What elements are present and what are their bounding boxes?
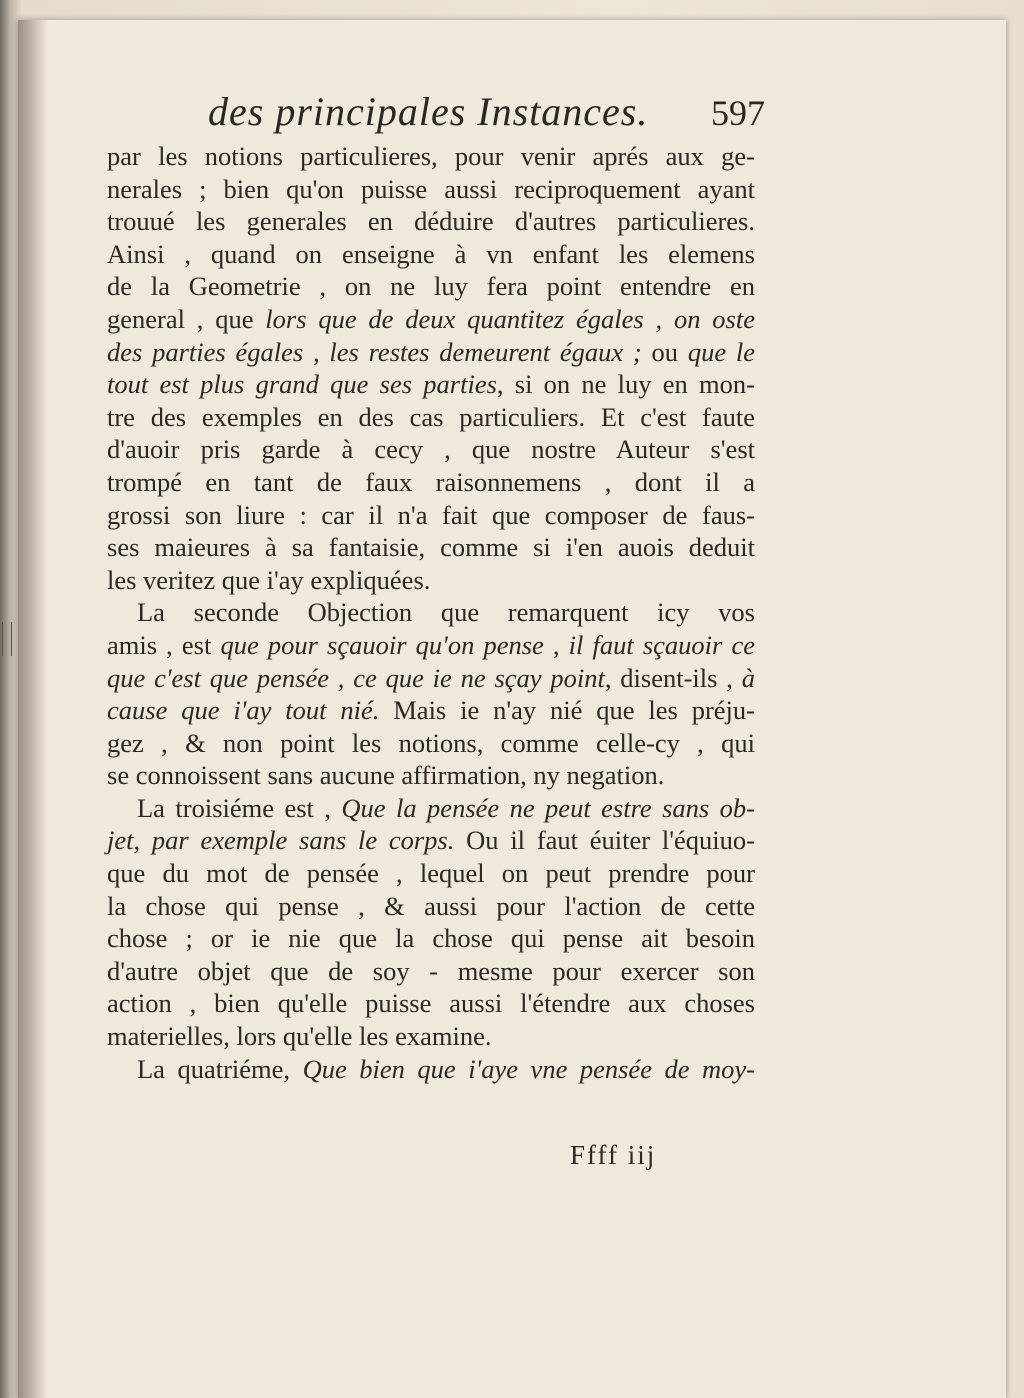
text-run: nerales ; bien qu'on puisse aussi reciproquement ayant: [107, 173, 755, 204]
italic-run: que le: [687, 336, 755, 367]
italic-run: jet, par exemple sans le corps.: [107, 825, 455, 856]
text-run: que du mot de pensée , lequel on peut prendre pour: [107, 858, 755, 889]
italic-run: Que bien que i'aye vne pensée de moy-: [302, 1053, 755, 1084]
text-line: [107, 955, 755, 988]
text-run: materielles, lors qu'elle les examine.: [107, 1021, 492, 1052]
text-line: [107, 205, 755, 238]
text-run: ou: [641, 336, 688, 367]
text-run: trompé en tant de faux raisonnemens , dont il a: [107, 466, 755, 497]
text-line: [107, 499, 755, 532]
text-line: [107, 303, 755, 336]
text-line: [107, 1053, 755, 1086]
text-line: [107, 1020, 755, 1053]
text-run: les veritez que i'ay expliquées.: [107, 564, 431, 595]
text-run: grossi son liure : car il n'a fait que composer de faus-: [107, 499, 755, 530]
text-line: [107, 759, 755, 792]
text-run: gez , & non point les notions, comme celle-cy , qui: [107, 727, 755, 758]
text-run: Mais ie n'ay nié que les préju-: [379, 695, 755, 726]
text-run: d'autre objet que de soy - mesme pour exercer son: [107, 955, 755, 986]
italic-run: cause que i'ay tout nié.: [107, 695, 380, 726]
text-line: [107, 857, 755, 890]
text-run: se connoissent sans aucune affirmation, ny negation.: [107, 760, 665, 791]
body-text: [107, 140, 755, 1085]
text-run: La seconde Objection que remarquent icy vos: [137, 597, 755, 628]
text-line: [107, 792, 755, 825]
text-line: [107, 727, 755, 760]
text-line: [107, 140, 755, 173]
text-line: [107, 987, 755, 1020]
text-run: d'auoir pris garde à cecy , que nostre Auteur s'est: [107, 434, 755, 465]
italic-run: Que la pensée ne peut estre sans ob-: [341, 792, 755, 823]
text-line: [107, 433, 755, 466]
text-line: [107, 336, 755, 369]
text-run: La troisiéme est ,: [137, 792, 342, 823]
italic-run: des parties égales , les restes demeurent égaux ;: [107, 336, 642, 367]
margin-mark: [2, 622, 12, 656]
text-line: [107, 531, 755, 564]
italic-run: à: [741, 662, 755, 693]
text-run: ses maieures à sa fantaisie, comme si i'en auois deduit: [107, 532, 755, 563]
text-line: [107, 564, 755, 597]
text-line: [107, 466, 755, 499]
text-line: [107, 662, 755, 695]
text-run: La quatriéme,: [137, 1053, 303, 1084]
text-run: general , que: [107, 303, 266, 334]
text-line: [107, 596, 755, 629]
text-run: amis , est: [107, 629, 221, 660]
text-line: [107, 270, 755, 303]
text-line: [107, 629, 755, 662]
text-run: tre des exemples en des cas particuliers. Et c'est faute: [107, 401, 755, 432]
page-header: [200, 88, 765, 138]
text-line: [107, 922, 755, 955]
text-run: de la Geometrie , on ne luy fera point entendre en: [107, 271, 755, 302]
text-run: Ainsi , quand on enseigne à vn enfant les elemens: [107, 238, 755, 269]
text-run: action , bien qu'elle puisse aussi l'étendre aux choses: [107, 988, 755, 1019]
italic-run: tout est plus grand que ses parties: [107, 369, 497, 400]
text-line: [107, 401, 755, 434]
text-run: chose ; or ie nie que la chose qui pense ait besoin: [107, 923, 755, 954]
text-line: [107, 824, 755, 857]
text-run: la chose qui pense , & aussi pour l'action de cette: [107, 890, 755, 921]
page-number: 597: [711, 93, 765, 133]
italic-run: que c'est que pensée , ce que ie ne sçay point: [107, 662, 605, 693]
text-line: [107, 368, 755, 401]
text-line: [107, 890, 755, 923]
running-title: des principales Instances.: [208, 89, 649, 134]
text-line: [107, 238, 755, 271]
text-line: [107, 694, 755, 727]
text-run: par les notions particulieres, pour venir aprés aux ge-: [107, 141, 755, 171]
binding-gutter: [18, 20, 48, 1398]
italic-run: que pour sçauoir qu'on pense , il faut sçauoir ce: [220, 629, 755, 660]
text-run: Ou il faut éuiter l'équiuo-: [454, 825, 755, 856]
text-line: [107, 173, 755, 206]
text-run: trouué les generales en déduire d'autres particulieres.: [107, 206, 755, 237]
italic-run: lors que de deux quantitez égales , on oste: [265, 303, 755, 334]
signature-mark: Ffff iij: [570, 1140, 657, 1170]
text-run: , si on ne luy en mon-: [496, 369, 755, 400]
text-run: , disent-ils ,: [604, 662, 742, 693]
